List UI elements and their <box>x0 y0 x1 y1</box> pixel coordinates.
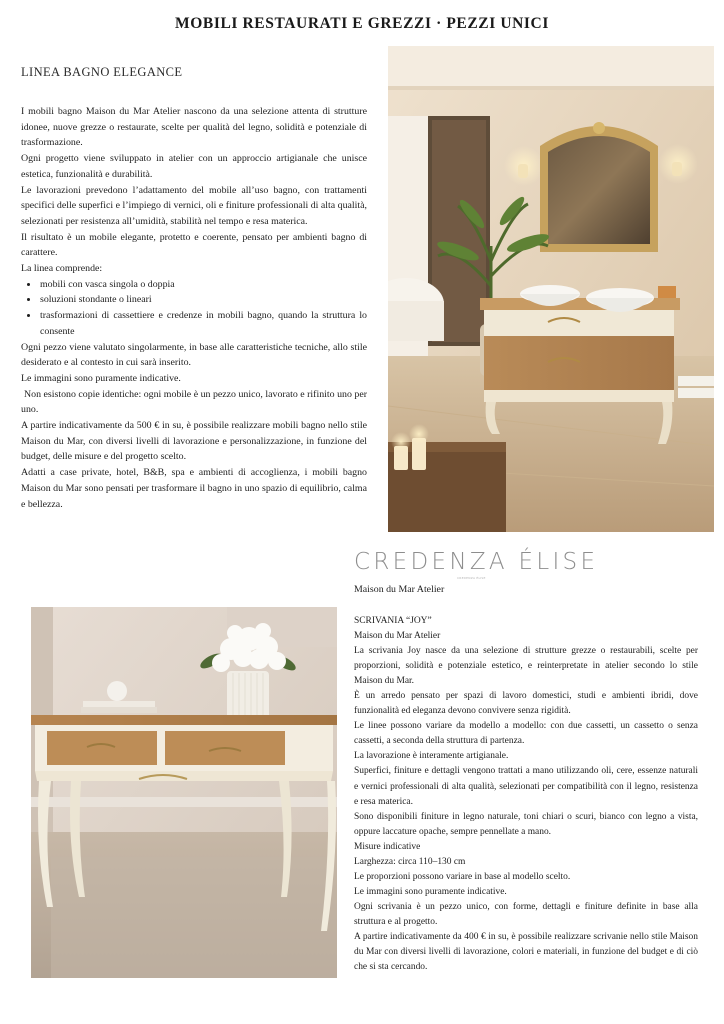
paragraph: È un arredo pensato per spazi di lavoro domestici, studi e ambienti ibridi, dove funzionalità ed eleganza devono convivere senza rigidità. <box>354 691 698 717</box>
paragraph: La lavorazione è interamente artigianale. <box>354 751 509 762</box>
desk-description <box>354 614 698 975</box>
section-title-bathroom: LINEA BAGNO ELEGANCE <box>21 65 183 79</box>
desk-photo <box>31 607 337 978</box>
bathroom-vanity-photo <box>388 46 714 532</box>
paragraph: I mobili bagno Maison du Mar Atelier nascono da una selezione attenta di strutture idonee, nuove grezze o restaurate, scelte per qualità del legno, solidità e potenziale di trasformazione. <box>21 106 367 149</box>
line-list <box>21 277 367 340</box>
bathroom-description <box>21 104 367 512</box>
paragraph: A partire indicativamente da 500 € in su, è possibile realizzare mobili bagno nello stile Maison du Mar, con diversi livelli di lavorazione e personalizzazione, in funzione del budget, delle misure e del progetto scelto. <box>21 420 367 463</box>
paragraph: Le linee possono variare da modello a modello: con due cassetti, un cassetto o senza cassetti, a seconda della struttura di partenza. <box>354 721 698 747</box>
paragraph: Non esistono copie identiche: ogni mobile è un pezzo unico, lavorato e rifinito uno per uno. <box>21 388 367 416</box>
paragraph: Le proporzioni possono variare in base al modello scelto. <box>354 871 571 882</box>
paragraph: Le lavorazioni prevedono l’adattamento del mobile all’uso bagno, con trattamenti specifici delle superfici e l’impiego di vernici, oli e finiture professionali di alta qualità, selezionati per resistenza all’umidità, stabilità nel tempo e resa materica. <box>21 184 367 227</box>
paragraph: Ogni pezzo viene valutato singolarmente, in base alle caratteristiche tecniche, allo stile desiderato e al contesto in cui sarà inserito. <box>21 341 367 369</box>
paragraph: Larghezza: circa 110–130 cm <box>354 856 466 867</box>
paragraph: Misure indicative <box>354 841 421 852</box>
page-title: MOBILI RESTAURATI E GREZZI · PEZZI UNICI <box>175 15 549 32</box>
paragraph: Maison du Mar Atelier <box>354 631 441 642</box>
list-item: • trasformazioni di cassettiere e credenze in mobili bagno, quando la struttura lo consente <box>39 308 367 339</box>
list-item: • mobili con vasca singola o doppia <box>39 277 367 293</box>
paragraph: Il risultato è un mobile elegante, protetto e coerente, pensato per ambienti bagno di carattere. <box>21 231 367 259</box>
paragraph: Le immagini sono puramente indicative. <box>21 372 181 384</box>
paragraph: Le immagini sono puramente indicative. <box>354 886 507 897</box>
brand-atelier-name: Maison du Mar Atelier <box>354 584 445 595</box>
brand-subtitle-tiny: CREDENZA ÉLISE <box>457 576 486 580</box>
paragraph: Ogni scrivania è un pezzo unico, con forme, dettagli e finiture definite in base alla struttura e al progetto. <box>354 901 698 927</box>
list-item: • soluzioni stondante o lineari <box>39 292 367 308</box>
paragraph: A partire indicativamente da 400 € in su, è possibile realizzare scrivanie nello stile Maison du Mar con diversi livelli di lavorazione, colori e materiali, in funzione del budget e di ciò che si sta cercando. <box>354 931 698 973</box>
paragraph: Sono disponibili finiture in legno naturale, toni chiari o scuri, bianco con legno a vista, oppure laccature opache, sempre pennellate a mano. <box>354 811 698 837</box>
paragraph: La scrivania Joy nasce da una selezione di strutture grezze o restaurabili, scelte per proporzioni, solidità e potenziale estetico, e reinterpretate in atelier secondo lo stile Maison du Mar. <box>354 646 698 687</box>
paragraph: Ogni progetto viene sviluppato in atelier con un approccio artigianale che unisce estetica, funzionalità e durabilità. <box>21 153 367 180</box>
desk-title: SCRIVANIA “JOY” <box>354 616 432 626</box>
brand-title: CREDENZA ÉLISE <box>354 549 599 575</box>
paragraph: Adatti a case private, hotel, B&B, spa e ambienti di accoglienza, i mobili bagno Maison du Mar sono pensati per trasformare il bagno in uno spazio di equilibrio, calma e bellezza. <box>21 467 367 510</box>
paragraph: Superfici, finiture e dettagli vengono trattati a mano utilizzando oli, cere, essenze naturali e vernici professionali di alta qualità, selezionati per compatibilità con il legno, resistenza e resa materica. <box>354 766 698 807</box>
paragraph: La linea comprende: <box>21 263 103 275</box>
